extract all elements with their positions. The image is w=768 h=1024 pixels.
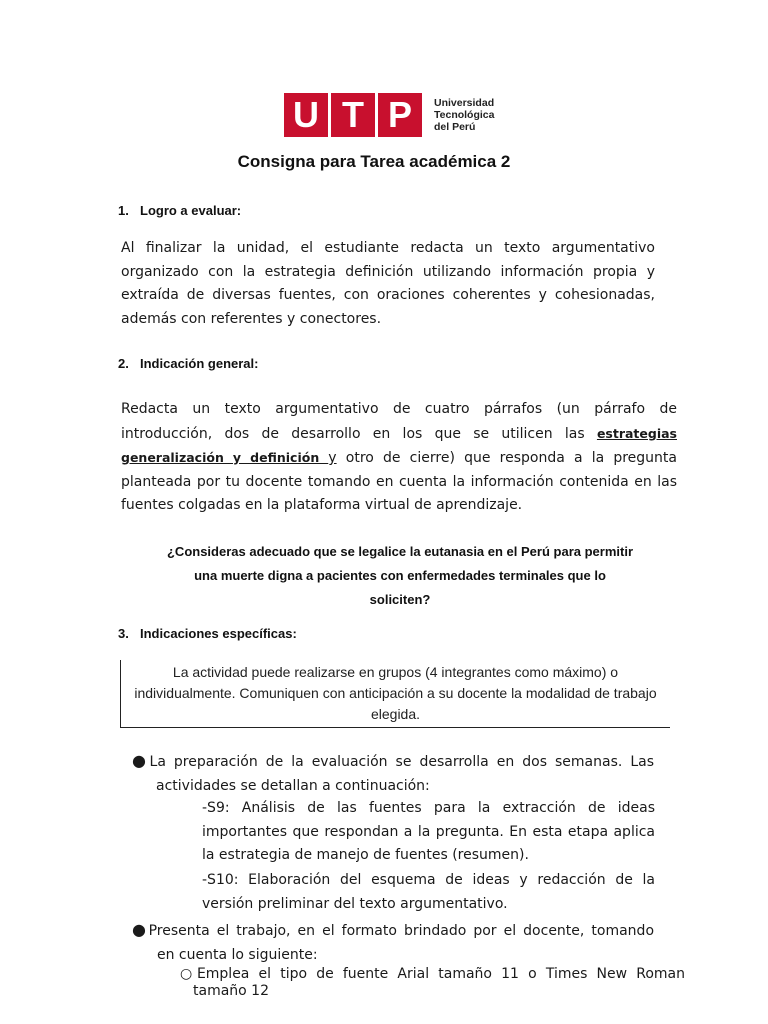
box-line: individualmente. Comuniquen con anticipación a su docente la modalidad de trabajo xyxy=(134,685,657,701)
question-line: una muerte digna a pacientes con enfermedades terminales que lo xyxy=(194,568,606,583)
logo-letter-t: T xyxy=(328,93,375,137)
section-heading-logro xyxy=(118,203,241,218)
underlined-strategies: generalización y definición xyxy=(121,450,329,465)
bullet-text: Presenta el trabajo, en el formato brindado por el docente, tomando xyxy=(148,923,655,939)
logo-text-line: Universidad xyxy=(434,97,495,109)
paragraph-line xyxy=(121,446,677,471)
box-line: La actividad puede realizarse en grupos (4 integrantes como máximo) o xyxy=(172,664,619,680)
line-text: otro de cierre) que responda a la pregunta xyxy=(336,450,677,466)
bullet-presenta xyxy=(132,918,654,967)
logo-letters xyxy=(284,93,422,137)
paragraph-line: extraída de diversas fuentes, con oraciones coherentes y cohesionadas, xyxy=(121,287,655,303)
question-line: ¿Consideras adecuado que se legalice la eutanasia en el Perú para permitir xyxy=(166,544,633,559)
bullet-dot-icon: ● xyxy=(132,920,149,939)
paragraph-line: Al finalizar la unidad, el estudiante redacta un texto argumentativo xyxy=(121,240,655,256)
bullet-line: actividades se detallan a continuación: xyxy=(156,777,430,794)
sub-bullet-fuente xyxy=(180,966,685,1000)
logo-letter-p: P xyxy=(375,93,422,137)
paragraph-line: Redacta un texto argumentativo de cuatro párrafos (un párrafo de xyxy=(121,401,677,417)
utp-logo xyxy=(284,93,494,137)
s10-line: versión preliminar del texto argumentativo. xyxy=(202,895,508,912)
sub-bullet-line xyxy=(180,966,685,983)
bullet-preparacion xyxy=(132,749,654,798)
s10-line: -S10: Elaboración del esquema de ideas y redacción de la xyxy=(202,872,655,888)
underlined-strategies: estrategias xyxy=(596,425,677,441)
section-heading-text: Indicación general: xyxy=(140,356,259,371)
underlined-y: y xyxy=(328,450,337,466)
logo-text-line: Tecnológica xyxy=(434,109,495,121)
s9-block xyxy=(202,797,655,868)
s9-line: importantes que respondan a la pregunta. En esta etapa aplica xyxy=(202,823,655,840)
box-line: elegida. xyxy=(370,706,421,722)
section-heading-especificas xyxy=(118,626,297,641)
page-title: Consigna para Tarea académica 2 xyxy=(237,152,511,171)
bullet-line xyxy=(132,918,654,944)
logo-text-line: del Perú xyxy=(434,121,476,133)
indicacion-paragraph xyxy=(121,398,677,518)
paragraph-line: fuentes colgadas en la plataforma virtual de aprendizaje. xyxy=(121,497,523,513)
s9-line: la estrategia de manejo de fuentes (resumen). xyxy=(202,847,529,863)
paragraph-line: planteada por tu docente tomando en cuenta la información contenida en las xyxy=(121,473,677,490)
section-number: 3. xyxy=(118,626,129,641)
guiding-question xyxy=(120,540,680,612)
sub-bullet-text: Emplea el tipo de fuente Arial tamaño 11 o Times New Roman xyxy=(196,966,685,982)
section-heading-text: Logro a evaluar: xyxy=(140,203,242,218)
sub-bullet-line: tamaño 12 xyxy=(193,983,269,999)
logo-letter-u: U xyxy=(293,94,319,135)
bullet-line: en cuenta lo siguiente: xyxy=(157,946,318,963)
section-number: 2. xyxy=(118,356,129,371)
group-activity-box xyxy=(120,660,670,728)
section-heading-indicacion xyxy=(118,356,258,371)
section-number: 1. xyxy=(118,203,129,218)
bullet-line xyxy=(132,749,654,775)
s9-line: -S9: Análisis de las fuentes para la extracción de ideas xyxy=(202,800,655,816)
question-line: soliciten? xyxy=(369,592,431,607)
logro-paragraph xyxy=(121,237,655,331)
paragraph-line: organizado con la estrategia definición utilizando información propia y xyxy=(121,263,655,280)
s10-block xyxy=(202,869,655,916)
bullet-text: La preparación de la evaluación se desarrolla en dos semanas. Las xyxy=(149,754,654,770)
circle-bullet-icon: ○ xyxy=(180,966,197,982)
section-heading-text: Indicaciones específicas: xyxy=(140,626,297,641)
paragraph-line: además con referentes y conectores. xyxy=(121,310,382,327)
line-text: introducción, dos de desarrollo en los que se utilicen las xyxy=(121,425,597,442)
paragraph-line xyxy=(121,422,677,447)
logo-text xyxy=(434,97,494,133)
bullet-dot-icon: ● xyxy=(132,751,150,770)
